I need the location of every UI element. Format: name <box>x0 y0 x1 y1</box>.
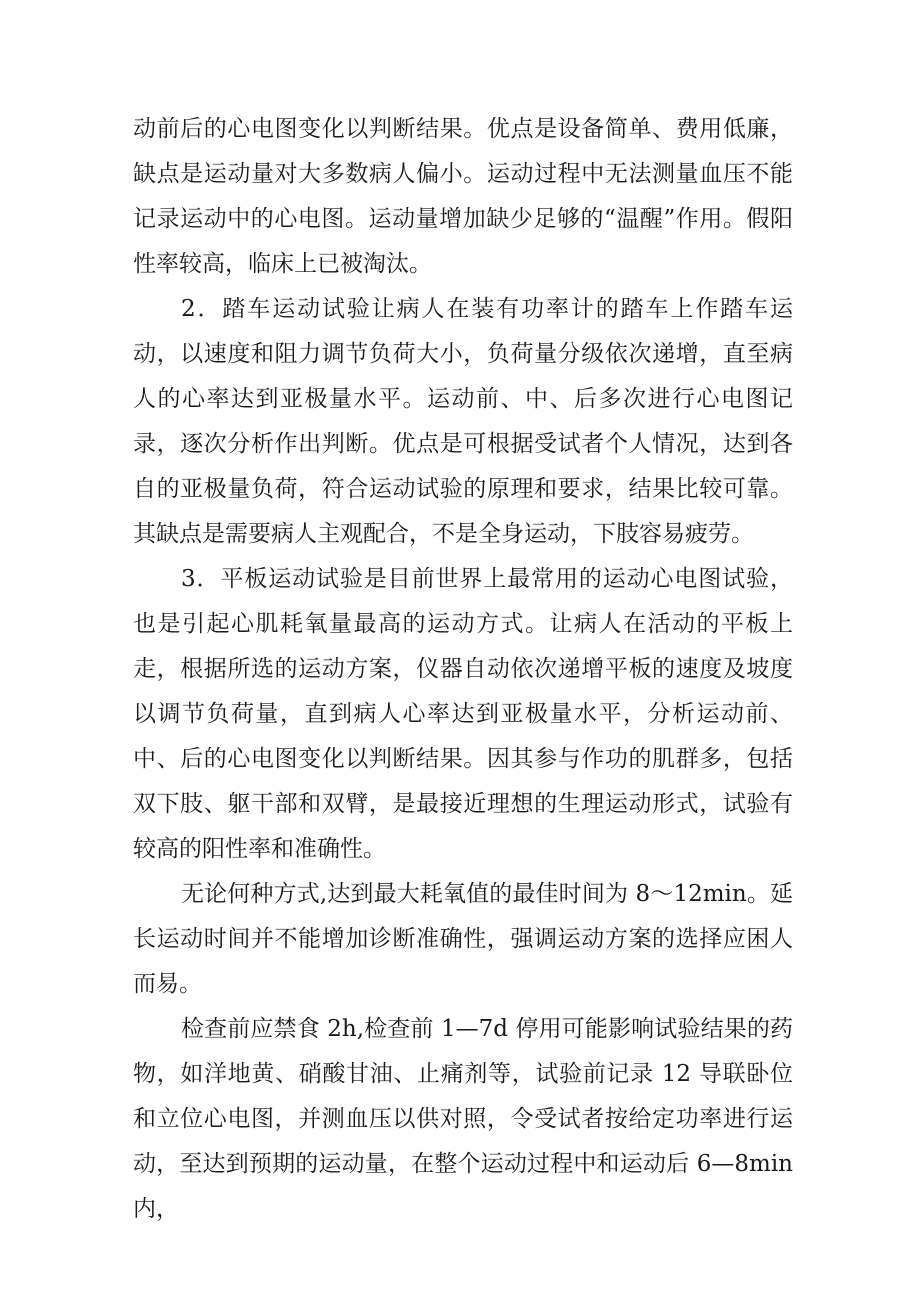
paragraph-optimal-time: 无论何种方式,达到最大耗氧值的最佳时间为 8～12min。延长运动时间并不能增加诊断准确性，强调运动方案的选择应困人而易。 <box>133 881 793 997</box>
paragraph-treadmill-test: 3．平板运动试验是目前世界上最常用的运动心电图试验，也是引起心肌耗氧量最高的运动方式。让病人在活动的平板上走，根据所选的运动方案，仪器自动依次递增平板的速度及坡度以调节负荷量，直到病人心率达到亚极量水平，分析运动前、中、后的心电图变化以判断结果。因其参与作功的肌群多，包括双下肢、躯干部和双臂，是最接近理想的生理运动形式，试验有较高的阳性率和准确性。 <box>133 566 793 862</box>
document-body <box>133 107 801 1232</box>
paragraph-cycle-ergometer-test: 2．踏车运动试验让病人在装有功率计的踏车上作踏车运动，以速度和阻力调节负荷大小，负荷量分级依次递增，直至病人的心率达到亚极量水平。运动前、中、后多次进行心电图记录，逐次分析作出判断。优点是可根据受试者个人情况，达到各自的亚极量负荷，符合运动试验的原理和要求，结果比较可靠。其缺点是需要病人主观配合，不是全身运动，下肢容易疲劳。 <box>133 296 793 547</box>
paragraph-continued: 动前后的心电图变化以判断结果。优点是设备简单、费用低廉，缺点是运动量对大多数病人偏小。运动过程中无法测量血压不能记录运动中的心电图。运动量增加缺少足够的“温醒”作用。假阳性率较高，临床上已被淘汰。 <box>133 116 793 277</box>
paragraph-pre-test-preparation: 检查前应禁食 2h,检查前 1—7d 停用可能影响试验结果的药物，如洋地黄、硝酸甘油、止痛剂等，试验前记录 12 导联卧位和立位心电图，并测血压以供对照，令受试者按给定功率进行运动，至达到预期的运动量，在整个运动过程中和运动后 6—8min 内， <box>133 1016 801 1222</box>
